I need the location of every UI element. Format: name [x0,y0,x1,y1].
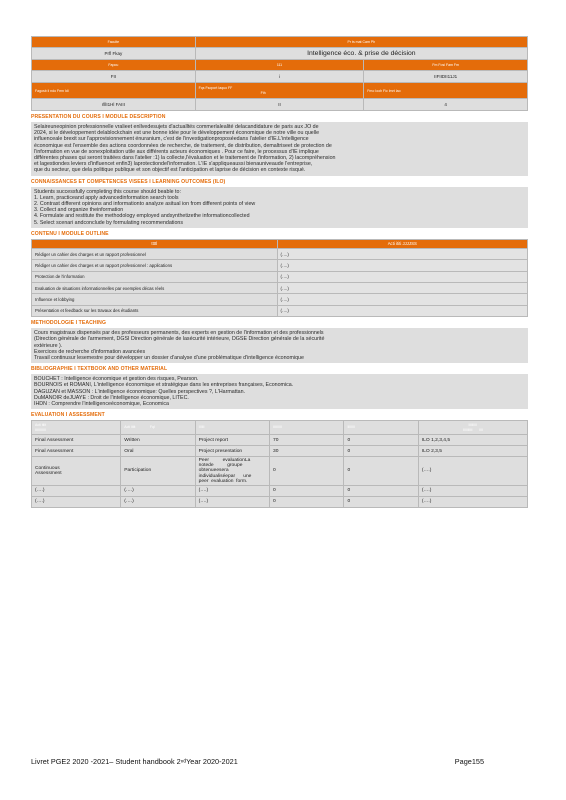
outline-row [32,294,528,305]
assessment-cell: 0 [344,496,418,507]
outline-row [32,271,528,282]
assessment-cell: Oral [121,446,195,457]
outline-activity: (….) [277,294,527,305]
assessment-cell: 30 [270,446,344,457]
methodology-line: Exercices de recherche d'information avancées [34,348,146,355]
outline-row [32,248,528,259]
course-header-row-2 [32,60,528,71]
methodology-line: Cours magistraux dispensés par des professeurs permanents, des experts en gestion de l'information et des professionnels [34,330,324,337]
course-value-row-3 [32,99,528,111]
assessment-header-cell: Acti itiit Fql [121,421,195,435]
assessment-cell: 70 [270,435,344,446]
assessment-header-cell: IIIIII [195,421,269,435]
bibliography-line: DAGUZAN et MASSON : L'intelligence économique: Quelles perspectives ?, L'Harmattan. [34,388,246,395]
course-value-row-2 [32,71,528,83]
outcome-line: 5. Select scenari andconclude by formulating recommendations [34,219,183,226]
course-header-cell: Fagosb ii ndo Fmn Idi [32,83,196,99]
assessment-cell: (….) [195,485,269,496]
assessment-cell: Project report [195,435,269,446]
assessment-row [32,496,528,507]
outline-row [32,305,528,316]
assessment-row [32,435,528,446]
assessment-cell: Project presentation [195,446,269,457]
assessment-cell: (….) [418,496,527,507]
course-header-cell: Fm Fosi Fam Fm [364,60,528,71]
assessment-cell: (….) [418,485,527,496]
assessment-table [31,420,528,507]
course-header-row-3 [32,83,528,99]
assessment-cell: (….) [121,485,195,496]
course-value-cell: rlllI1Hl FAIII [32,99,196,111]
assessment-cell: ILO 1,2,3,4,5 [418,435,527,446]
presentation-line: l'information en vue de sonexploitation utile aux différents acteurs économiques . Pour ce faire, le processus d'IE implique [34,148,319,155]
assessment-cell: 0 [344,457,418,485]
assessment-cell: Peer evaluationLa notede groupe obtenueesera individualiséepar une peer evaluation form. [195,457,269,485]
outline-topic: Présentation et feedback sur les travaux des étudiants [32,305,278,316]
outline-topic: Rédiger un cahier des charges et un rapport professionnel [32,248,278,259]
outline-activity: (….) [277,248,527,259]
course-header-cell: Pr ts mat Cam Ph [195,37,527,48]
assessment-cell: ILO 2,3,5 [418,446,527,457]
page-footer [31,757,484,766]
section-heading-assessment: EVALUATION I ASSESSMENT [31,412,105,419]
bibliography-text [31,374,528,409]
section-heading-methodology: METHODOLOGIE I TEACHING [31,320,107,327]
course-header-cell: 111 [195,60,364,71]
section-heading-bibliography: BIBLIOGRAPHIE I TEXTBOOK AND OTHER MATERIAL [31,366,168,373]
outline-header-cell: Acti ititi JJJJSS [277,239,527,248]
assessment-header-cell: IIIIIIIII [270,421,344,435]
outline-topic: Rédiger un cahier des charges et un rapport professionnel : applications [32,260,278,271]
outcome-line: Students successfully completing this course should beable to: [34,188,181,195]
assessment-cell: 0 [344,446,418,457]
outcome-line: 3. Collect and organize theinformation [34,207,124,214]
assessment-cell: (….) [121,496,195,507]
presentation-line: 2024, si le développement delablockchain est une bonne idée pour le développement économique de notre ville ou quelle [34,130,320,137]
section-heading-outline: CONTENU I MODULE OUTLINE [31,230,109,237]
outline-header-row [32,239,528,248]
methodology-line: Travail continusur lesemestre pour développer un dossier d'analyse d'une problématique d'intelligence économique [34,355,304,361]
assessment-row [32,446,528,457]
footer-handbook-title: Livret PGE2 2020 -2021– Student handbook 2ⁿᵈYear 2020-2021 [31,757,238,766]
course-value-cell: II [195,99,364,111]
outline-row [32,283,528,294]
module-outline-table [31,239,528,317]
bibliography-line: BOURNOIS et ROMANI, L'intelligence économique et stratégique dans les entreprises françaises, Economica. [34,382,294,389]
assessment-cell: 0 [270,485,344,496]
assessment-cell: Final Assessment [32,446,121,457]
course-header-row-1 [32,37,528,48]
outline-topic: Protection de l'information [32,271,278,282]
outline-row [32,260,528,271]
outline-topic: Evaluation de situations informationnelles par exemples décas réels [32,283,278,294]
assessment-cell: Written [121,435,195,446]
section-heading-presentation: PRESENTATION DU COURS I MODULE DESCRIPTION [31,114,166,120]
assessment-row [32,457,528,485]
assessment-cell: 0 [344,485,418,496]
presentation-line: influenceale brexit sur l'approvisionnement énuranium, c'est de l'investigationproposéedans l'atelier d'IE.L'intelligence [34,136,309,143]
assessment-row [32,485,528,496]
assessment-cell: (….) [32,485,121,496]
assessment-cell: (….) [418,457,527,485]
outcome-line: 1. Learn, practiceand apply advancedinformation search tools [34,194,179,201]
methodology-line: extérieure ). [34,342,63,349]
outcome-line: 4. Formulate and restitute the methodology employed andsynthetizethe informationcollected [34,213,250,220]
course-value-row-1 [32,48,528,60]
outline-activity: (….) [277,305,527,316]
outline-activity: (….) [277,271,527,282]
assessment-cell: (….) [195,496,269,507]
learning-outcomes-text [31,187,528,228]
document-page [31,36,528,508]
assessment-cell: Final Assessment [32,435,121,446]
presentation-line: et lagestiondes leviers d'influencet enfin3) laprotectiondel'information. L'IE s'appliqueaussi bienauniveaude l'entreprise, [34,161,313,168]
methodology-line: (Direction générale de l'armement, DGSI Direction générale de lasécurité intérieure, DGSE Direction générale de la sécurité [34,336,325,343]
course-info-table [31,36,528,111]
course-header-cell [195,83,364,99]
presentation-text [31,122,528,176]
bibliography-line: IHDN : Comprendre l'intelligenceéconomique, Economica [34,401,169,408]
assessment-header-cell: IIIIIIIII IIIIIIIIII IIII [418,421,527,435]
course-title: Intelligence éco. & prise de décision [195,48,527,60]
course-value-cell: i [195,71,364,83]
bibliography-line: DuMANOIR deJUAYE : Droit de l'intelligence économique, LITEC. [34,394,189,401]
assessment-cell: (….) [32,496,121,507]
outline-topic: Influence et lobbying [32,294,278,305]
course-header-cell: Fapou [32,60,196,71]
presentation-line: différentes phases qui seront traitées dans l'atelier :1) la collecte,l'évaluation et le traitement de l'information, 2) lacompréhension [34,155,336,162]
presentation-line: Selaireuneopinion professionnelle vralieet enllvedesujets d'actualltés commerlalealité delacandidature de paris aux JO de [34,124,319,130]
course-header-cell: Faculte [32,37,196,48]
page-number: Page155 [454,757,484,766]
presentation-line: économique est l'ensemble des actions coordonnées de recherche, de traitement, de distribution, demaltriseet de protection de [34,142,332,149]
assessment-header-cell: Acti itiit IIIIIIIIIII [32,421,121,435]
bibliography-line: BOUCHET : Intelligence économique et gestion des risques, Pearson. [34,376,199,383]
assessment-cell: 0 [344,435,418,446]
section-heading-outcomes: CONNAISSANCES ET COMPETENCES VISEES I LEARNING OUTCOMES (ILO) [31,178,226,185]
course-header-text: Fth [260,90,266,95]
course-value-cell: FII [32,71,196,83]
assessment-header-row [32,421,528,435]
outline-activity: (….) [277,283,527,294]
course-value-cell: IIFIIDII11J1 [364,71,528,83]
methodology-text [31,328,528,363]
presentation-line: que du secteur, que dela politique publique et son objectif est l'anticipation et laprise de décision en contexte risqué. [34,167,306,174]
assessment-cell: 0 [270,496,344,507]
outcome-line: 2. Contrast different opinions and informationto analyze asitual ion from different points of view [34,201,256,208]
outline-header-cell: ttttl [32,239,278,248]
assessment-cell: Participation [121,457,195,485]
assessment-header-cell: IIIIIIII [344,421,418,435]
course-header-text: Fqs Fsoport Iaquo FF [198,85,233,90]
course-header-cell: Fmo Iooh Fic Imrt Iao [364,83,528,99]
course-value-cell: 4 [364,99,528,111]
course-value-cell: Prfl Fkay [32,48,196,60]
assessment-cell: 0 [270,457,344,485]
outline-activity: (….) [277,260,527,271]
assessment-cell: Continuous Assessment [32,457,121,485]
